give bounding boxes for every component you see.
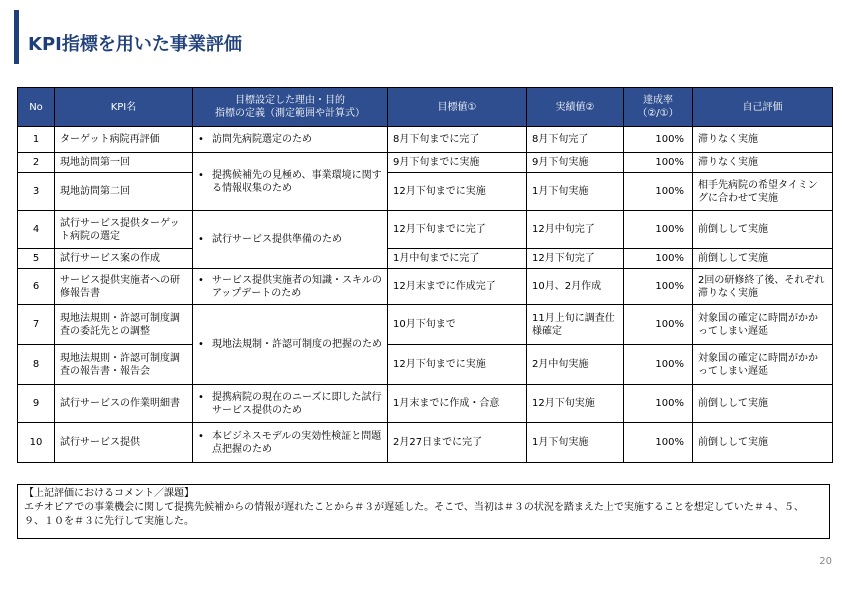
cell-actual: 10月、2月作成	[527, 269, 624, 305]
cell-no: 5	[18, 249, 55, 269]
table-row	[18, 423, 833, 463]
cell-reason	[193, 153, 388, 211]
cell-rate: 100%	[624, 345, 693, 385]
cell-actual: 2月中旬実施	[527, 345, 624, 385]
cell-kpi: 現地訪問第一回	[55, 153, 193, 173]
table-row	[18, 249, 833, 269]
cell-reason	[193, 385, 388, 423]
cell-eval: 前倒しして実施	[693, 423, 833, 463]
cell-kpi: 試行サービスの作業明細書	[55, 385, 193, 423]
table-row	[18, 153, 833, 173]
page-number: 20	[819, 556, 832, 567]
cell-rate: 100%	[624, 249, 693, 269]
bullet-icon: •	[198, 274, 204, 286]
title-accent-bar	[14, 10, 19, 64]
bullet-icon: •	[198, 234, 204, 245]
cell-kpi: ターゲット病院再評価	[55, 127, 193, 153]
cell-eval: 前倒しして実施	[693, 385, 833, 423]
cell-rate: 100%	[624, 305, 693, 345]
cell-reason	[193, 423, 388, 463]
comment-body: エチオピアでの事業機会に関して提携先候補からの情報が遅れたことから＃３が遅延した。そこで、当初は＃３の状況を踏まえた上で実施することを想定していた＃４、５、９、１０を＃３に先行して実施した。	[24, 502, 804, 527]
header-rate-line1: 達成率	[643, 95, 673, 106]
cell-kpi: サービス提供実施者への研修報告書	[55, 269, 193, 305]
cell-eval: 対象国の確定に時間がかかってしまい遅延	[693, 345, 833, 385]
reason-text: サービス提供実施者の知識・スキルのアップデートのため	[212, 274, 382, 299]
cell-kpi: 試行サービス案の作成	[55, 249, 193, 269]
cell-rate: 100%	[624, 153, 693, 173]
header-target: 目標値①	[388, 88, 527, 127]
cell-actual: 12月下旬実施	[527, 385, 624, 423]
cell-no: 2	[18, 153, 55, 173]
header-kpi: KPI名	[55, 88, 193, 127]
table-header-row	[18, 88, 833, 127]
cell-rate: 100%	[624, 423, 693, 463]
reason-text: 訪問先病院選定のため	[212, 134, 312, 145]
cell-actual: 8月下旬完了	[527, 127, 624, 153]
bullet-icon: •	[198, 430, 204, 442]
cell-target: 12月下旬までに実施	[388, 345, 527, 385]
cell-target: 9月下旬までに実施	[388, 153, 527, 173]
cell-reason	[193, 269, 388, 305]
cell-reason	[193, 305, 388, 385]
page-title: KPI指標を用いた事業評価	[28, 34, 242, 55]
comment-heading: 【上記評価におけるコメント／課題】	[24, 488, 194, 499]
cell-eval: 前倒しして実施	[693, 211, 833, 249]
cell-actual: 9月下旬実施	[527, 153, 624, 173]
cell-no: 4	[18, 211, 55, 249]
bullet-icon: •	[198, 134, 204, 145]
cell-target: 8月下旬までに完了	[388, 127, 527, 153]
cell-target: 12月末までに作成完了	[388, 269, 527, 305]
cell-rate: 100%	[624, 127, 693, 153]
cell-no: 7	[18, 305, 55, 345]
cell-target: 12月下旬までに実施	[388, 173, 527, 211]
cell-eval: 前倒しして実施	[693, 249, 833, 269]
comment-box	[17, 484, 830, 539]
cell-kpi: 試行サービス提供	[55, 423, 193, 463]
cell-actual: 12月中旬完了	[527, 211, 624, 249]
header-reason-line2: 指標の定義（測定範囲や計算式）	[215, 108, 365, 119]
cell-no: 6	[18, 269, 55, 305]
cell-rate: 100%	[624, 211, 693, 249]
cell-target: 12月下旬までに完了	[388, 211, 527, 249]
kpi-table	[17, 87, 833, 463]
cell-eval: 対象国の確定に時間がかかってしまい遅延	[693, 305, 833, 345]
cell-actual: 1月下旬実施	[527, 173, 624, 211]
bullet-icon: •	[198, 391, 204, 403]
header-rate	[624, 88, 693, 127]
table-row	[18, 211, 833, 249]
cell-actual: 12月下旬完了	[527, 249, 624, 269]
header-actual: 実績値②	[527, 88, 624, 127]
cell-target: 2月27日までに完了	[388, 423, 527, 463]
header-reason-line1: 目標設定した理由・目的	[235, 95, 345, 106]
bullet-icon: •	[198, 339, 204, 350]
header-no: No	[18, 88, 55, 127]
header-eval: 自己評価	[693, 88, 833, 127]
table-row	[18, 385, 833, 423]
cell-target: 10月下旬まで	[388, 305, 527, 345]
cell-no: 1	[18, 127, 55, 153]
cell-kpi: 現地訪問第二回	[55, 173, 193, 211]
cell-eval: 相手先病院の希望タイミングに合わせて実施	[693, 173, 833, 211]
cell-no: 9	[18, 385, 55, 423]
reason-text: 提携病院の現在のニーズに即した試行サービス提供のため	[212, 391, 382, 416]
cell-reason	[193, 127, 388, 153]
table-row	[18, 345, 833, 385]
table-row	[18, 173, 833, 211]
table-row	[18, 269, 833, 305]
cell-kpi: 現地法規則・許認可制度調査の委託先との調整	[55, 305, 193, 345]
cell-kpi: 試行サービス提供ターゲット病院の選定	[55, 211, 193, 249]
cell-target: 1月末までに作成・合意	[388, 385, 527, 423]
cell-eval: 2回の研修終了後、それぞれ滞りなく実施	[693, 269, 833, 305]
cell-kpi: 現地法規則・許認可制度調査の報告書・報告会	[55, 345, 193, 385]
cell-actual: 11月上旬に調査仕様確定	[527, 305, 624, 345]
cell-reason	[193, 211, 388, 269]
cell-no: 10	[18, 423, 55, 463]
cell-eval: 滞りなく実施	[693, 153, 833, 173]
cell-actual: 1月下旬実施	[527, 423, 624, 463]
cell-rate: 100%	[624, 173, 693, 211]
cell-no: 8	[18, 345, 55, 385]
header-rate-line2: （②/①）	[637, 108, 679, 119]
table-row	[18, 127, 833, 153]
table-row	[18, 305, 833, 345]
reason-text: 現地法規制・許認可制度の把握のため	[212, 339, 382, 350]
cell-target: 1月中旬までに完了	[388, 249, 527, 269]
cell-no: 3	[18, 173, 55, 211]
header-reason	[193, 88, 388, 127]
reason-text: 試行サービス提供準備のため	[212, 234, 342, 245]
cell-rate: 100%	[624, 269, 693, 305]
cell-rate: 100%	[624, 385, 693, 423]
cell-eval: 滞りなく実施	[693, 127, 833, 153]
reason-text: 提携候補先の見極め、事業環境に関する情報収集のため	[212, 169, 382, 194]
bullet-icon: •	[198, 169, 204, 181]
reason-text: 本ビジネスモデルの実効性検証と問題点把握のため	[212, 430, 382, 455]
